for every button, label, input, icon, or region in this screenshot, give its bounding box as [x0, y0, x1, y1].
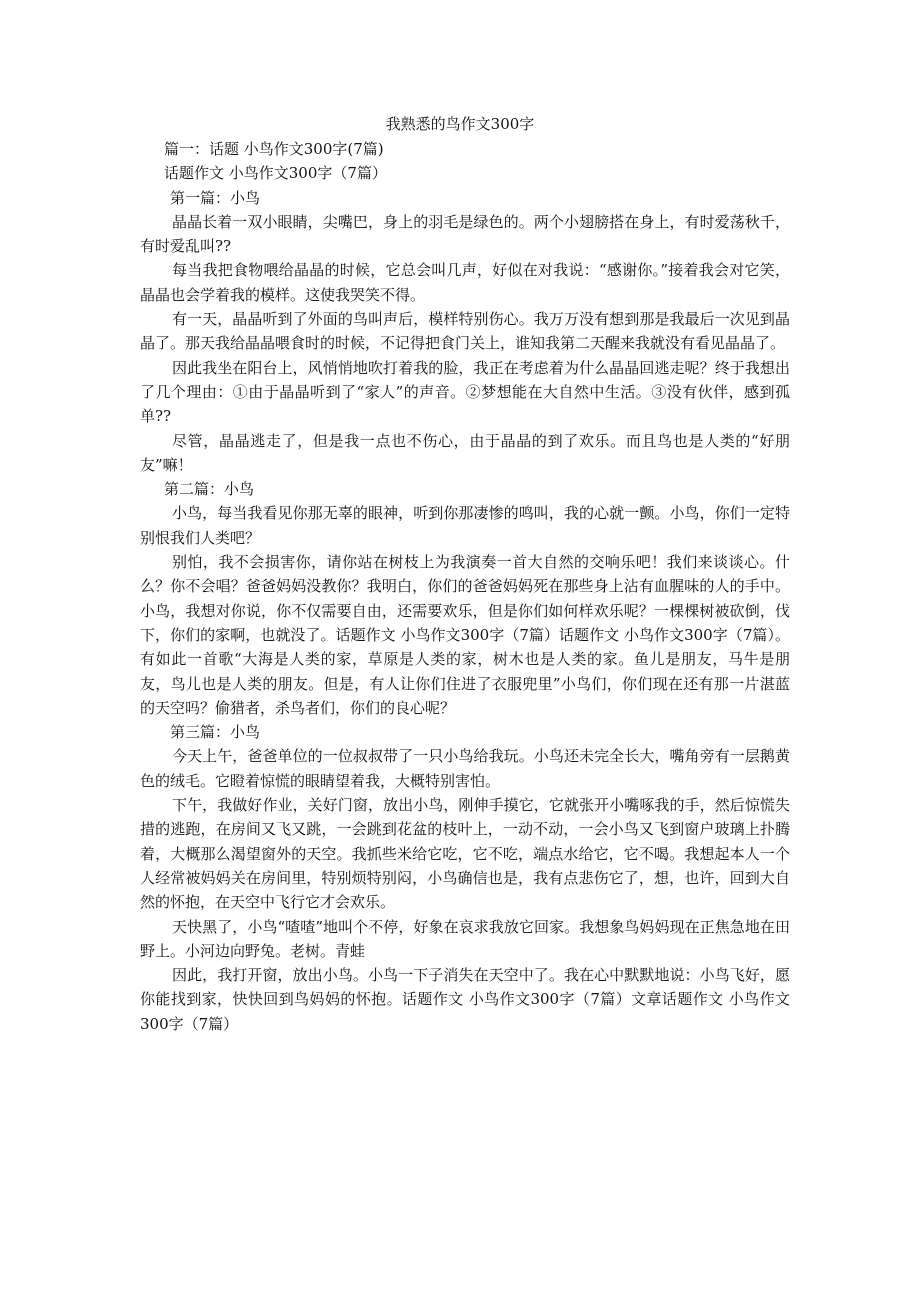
paragraph: 有一天，晶晶听到了外面的鸟叫声后，模样特别伤心。我万万没有想到那是我最后一次见到晶晶了。那天我给晶晶喂食时的时候，不记得把食门关上，谁知我第二天醒来我就没有看见晶晶了。 — [140, 310, 790, 353]
section-heading-1: 第一篇：小鸟 — [170, 188, 261, 207]
paragraph: 今天上午，爸爸单位的一位叔叔带了一只小鸟给我玩。小鸟还未完全长大，嘴角旁有一层鹅黄色的绒毛。它瞪着惊慌的眼睛望着我，大概特别害怕。 — [140, 747, 790, 790]
section-heading-2: 第二篇：小鸟 — [164, 480, 255, 499]
heading-topic: 话题作文 小鸟作文300字（7篇） — [164, 164, 387, 183]
document-title: 我熟悉的鸟作文300字 — [385, 115, 535, 133]
paragraph: 晶晶长着一双小眼睛，尖嘴巴，身上的羽毛是绿色的。两个小翅膀搭在身上，有时爱荡秋千，有时爱乱叫?? — [140, 212, 790, 256]
paragraph: 因此我坐在阳台上，风悄悄地吹打着我的脸，我正在考虑着为什么晶晶回逃走呢？终于我想出了几个理由：①由于晶晶听到了“家人”的声音。②梦想能在大自然中生活。③没有伙伴，感到孤单?? — [140, 358, 790, 426]
paragraph: 下午，我做好作业，关好门窗，放出小鸟，刚伸手摸它，它就张开小嘴啄我的手，然后惊慌失措的逃跑，在房间又飞又跳，一会跳到花盆的枝叶上，一动不动，一会小鸟又飞到窗户玻璃上扑腾着，大概那么渴望窗外的天空。我抓些米给它吃，它不吃，端点水给它，它不喝。我想起本人一个人经常被妈妈关在房间里，特别烦特别闷，小鸟确信也是，我有点悲伤它了，想，也许，回到大自然的怀抱，在天空中飞行它才会欢乐。 — [140, 796, 790, 912]
paragraph: 因此，我打开窗，放出小鸟。小鸟一下子消失在天空中了。我在心中默默地说：小鸟飞好，愿你能找到家，快快回到鸟妈妈的怀抱。话题作文 小鸟作文300字（7篇）文章话题作文 小鸟作文300字（7篇） — [140, 966, 790, 1033]
document-body — [140, 137, 790, 1036]
paragraph: 每当我把食物喂给晶晶的时候，它总会叫几声，好似在对我说：“感谢你。”接着我会对它笑，晶晶也会学着我的模样。这使我哭笑不得。 — [140, 261, 790, 304]
paragraph: 别怕，我不会损害你，请你站在树枝上为我演奏一首大自然的交响乐吧！我们来谈谈心。什么？你不会唱？爸爸妈妈没教你？我明白，你们的爸爸妈妈死在那些身上沾有血腥味的人的手中。小鸟，我想对你说，你不仅需要自由，还需要欢乐，但是你们如何样欢乐呢？一棵棵树被砍倒，伐下，你们的家啊，也就没了。话题作文 小鸟作文300字（7篇）话题作文 小鸟作文300字（7篇）。有如此一首歌“大海是人类的家，草原是人类的家，树木也是人类的家。鱼儿是朋友，马牛是朋友，鸟儿也是人类的朋友。但是，有人让你们住进了衣服兜里”小鸟们，你们现在还有那一片湛蓝的天空吗？偷猎者，杀鸟者们，你们的良心呢？ — [140, 553, 790, 717]
paragraph: 小鸟，每当我看见你那无辜的眼神，听到你那凄惨的鸣叫，我的心就一颤。小鸟，你们一定特别恨我们人类吧？ — [140, 504, 790, 547]
section-heading-3: 第三篇：小鸟 — [170, 723, 261, 742]
paragraph: 尽管，晶晶逃走了，但是我一点也不伤心，由于晶晶的到了欢乐。而且鸟也是人类的“好朋友”嘛！ — [140, 431, 790, 474]
heading-part-one: 篇一：话题 小鸟作文300字(7篇) — [164, 140, 384, 158]
paragraph: 天快黑了，小鸟“喳喳”地叫个不停，好象在哀求我放它回家。我想象鸟妈妈现在正焦急地在田野上。小河边向野兔。老树。青蛙 — [140, 917, 790, 960]
